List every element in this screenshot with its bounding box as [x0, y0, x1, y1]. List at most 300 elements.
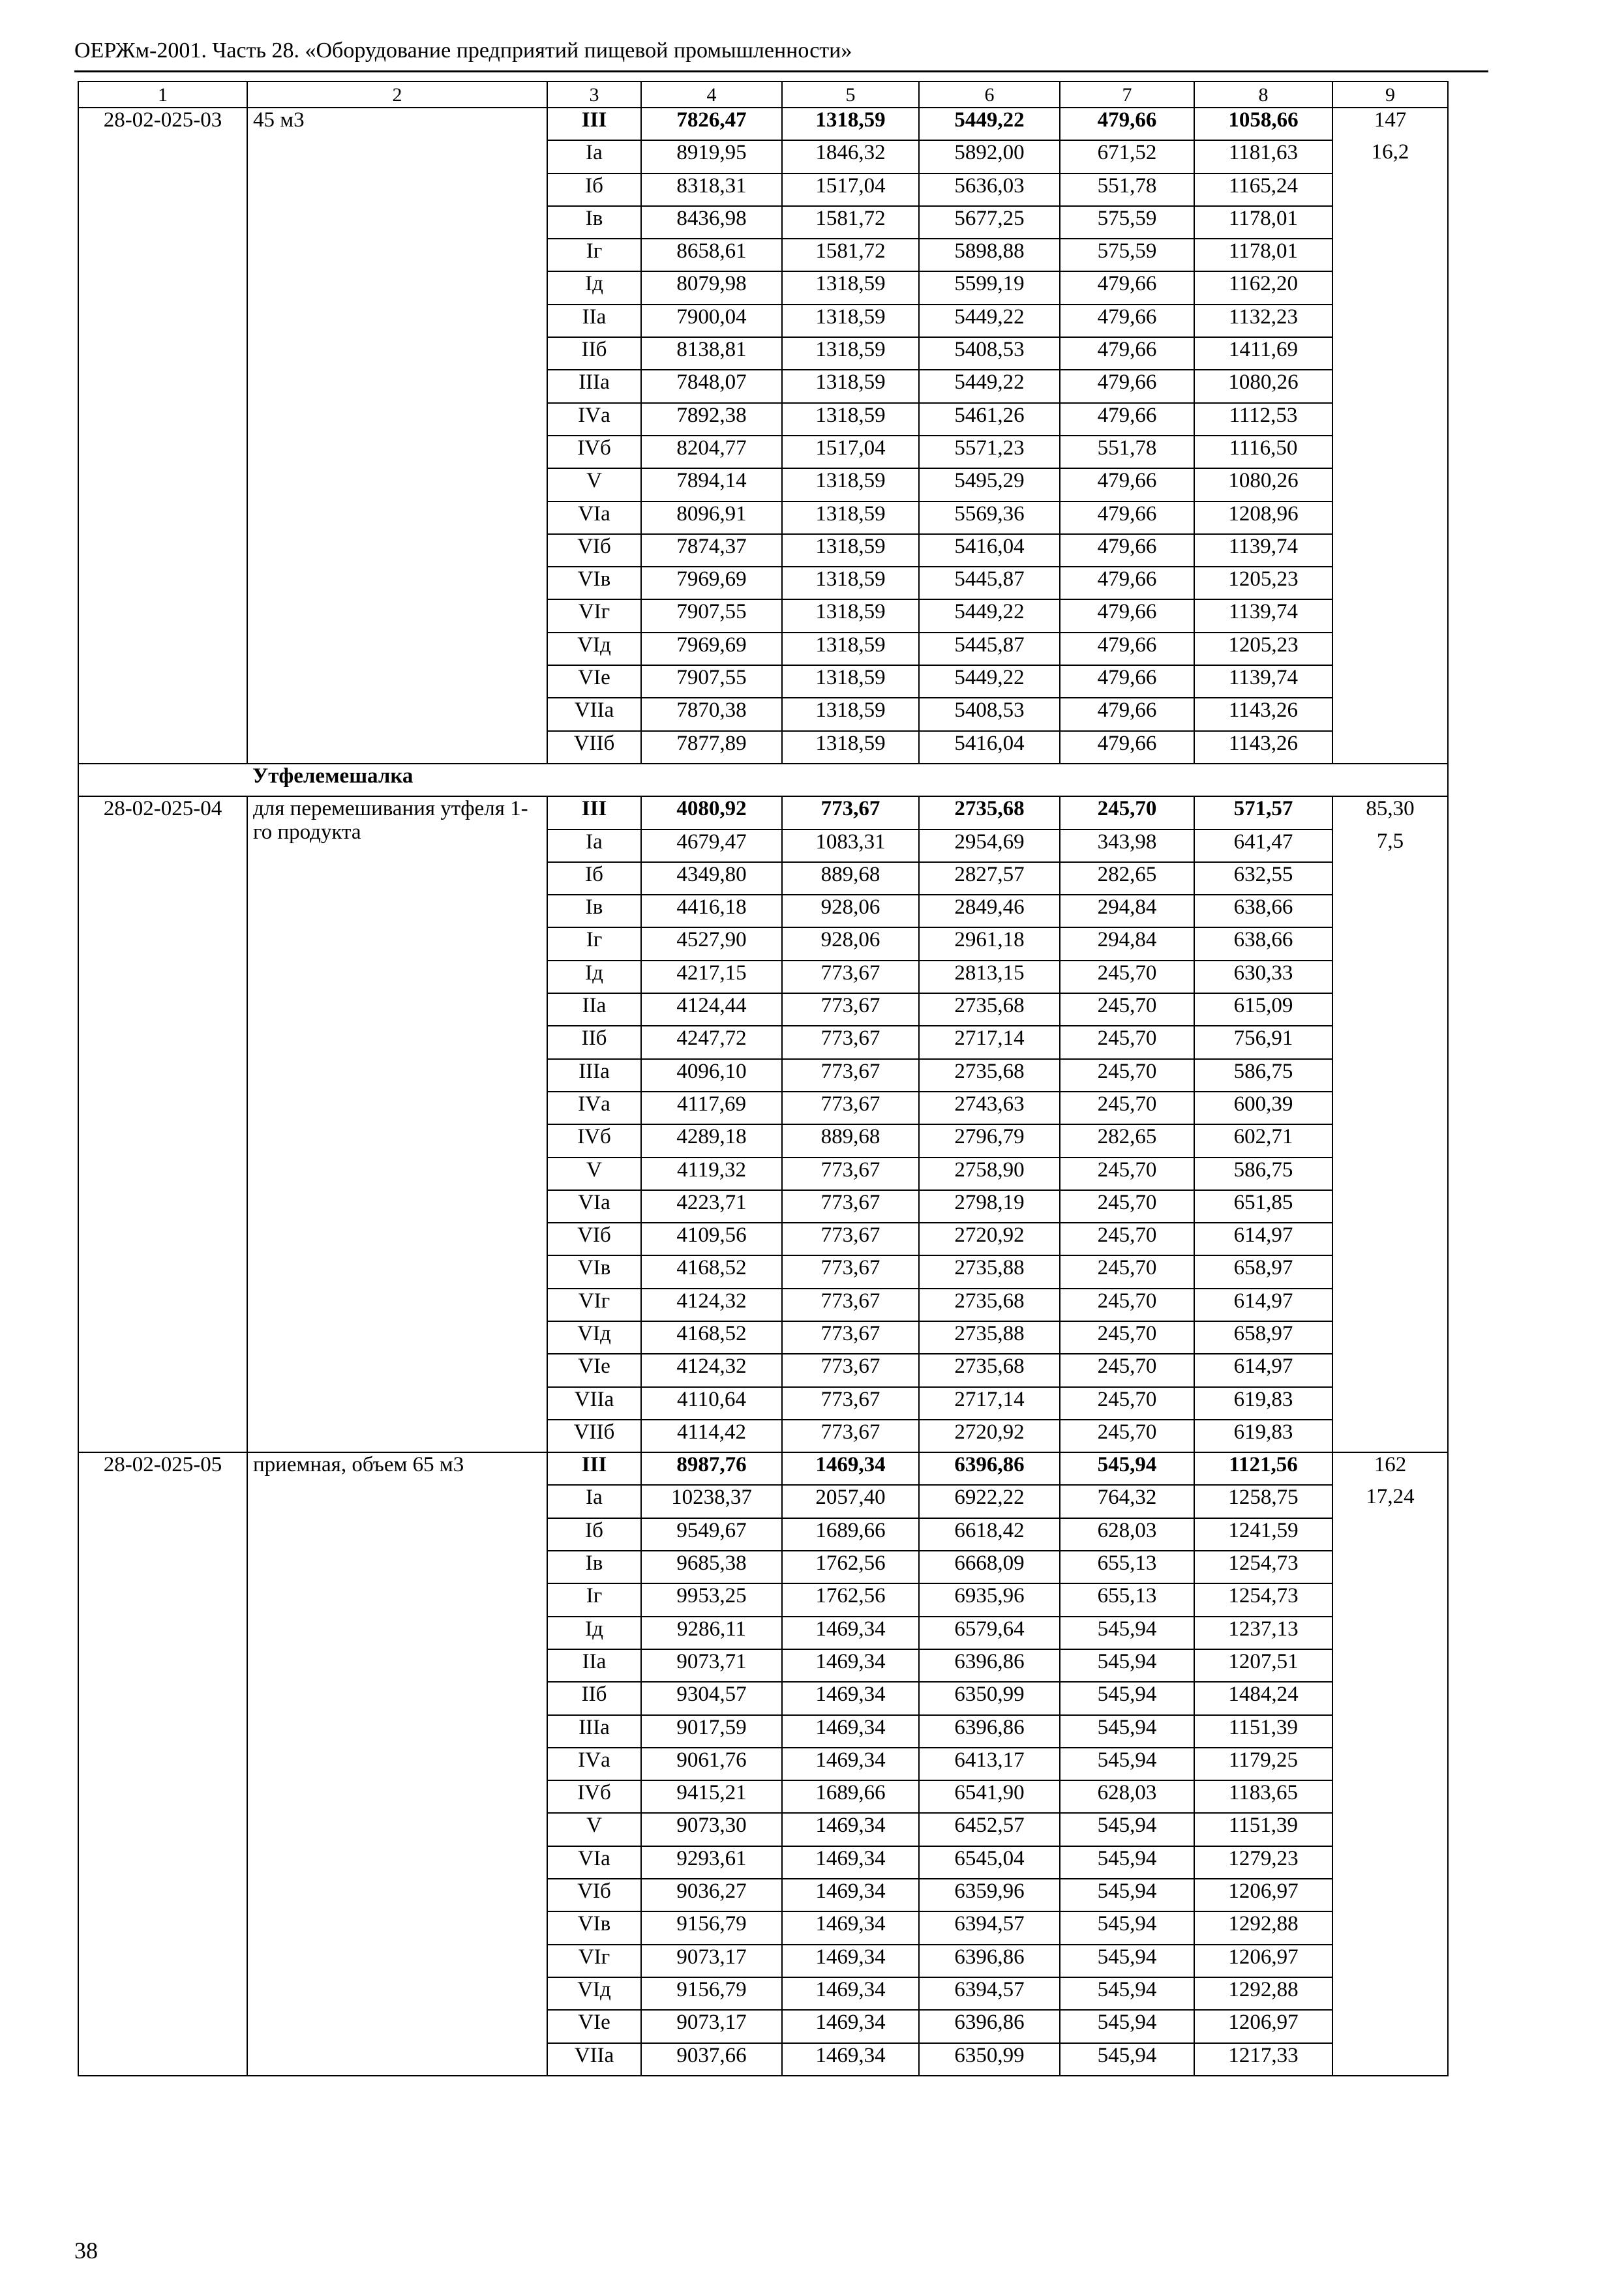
value-cell: 9017,59	[641, 1715, 782, 1748]
value-cell: 7969,69	[641, 567, 782, 599]
value-cell: 4124,44	[641, 993, 782, 1026]
rate-code-cell	[78, 961, 247, 993]
rate-code-cell	[78, 1387, 247, 1420]
zone-cell: VIб	[547, 1879, 641, 1911]
table-row	[78, 108, 1448, 140]
coefficient-cell	[1332, 239, 1448, 271]
value-cell: 9293,61	[641, 1846, 782, 1879]
value-cell: 889,68	[782, 862, 919, 895]
column-header: 6	[919, 82, 1060, 108]
value-cell: 6394,57	[919, 1977, 1060, 2010]
value-cell: 773,67	[782, 796, 919, 829]
coefficient-cell	[1332, 534, 1448, 567]
value-cell: 343,98	[1060, 830, 1194, 862]
value-cell: 1318,59	[782, 567, 919, 599]
description-cell	[247, 1583, 547, 1616]
value-cell: 1206,97	[1194, 2010, 1332, 2042]
rate-code-cell	[78, 1158, 247, 1190]
value-cell: 773,67	[782, 1387, 919, 1420]
value-cell: 1254,73	[1194, 1583, 1332, 1616]
column-header: 2	[247, 82, 547, 108]
zone-cell: VIе	[547, 1354, 641, 1386]
value-cell: 2735,68	[919, 1059, 1060, 1092]
value-cell: 1469,34	[782, 1879, 919, 1911]
coefficient-cell	[1332, 633, 1448, 665]
table-row	[78, 305, 1448, 337]
value-cell: 1217,33	[1194, 2043, 1332, 2076]
table-row	[78, 1551, 1448, 1583]
value-cell: 773,67	[782, 993, 919, 1026]
value-cell: 1165,24	[1194, 173, 1332, 206]
description-cell	[247, 698, 547, 730]
coefficient-cell	[1332, 2043, 1448, 2076]
zone-cell: IIIа	[547, 370, 641, 402]
value-cell: 545,94	[1060, 1911, 1194, 1944]
coefficient-cell	[1332, 1518, 1448, 1551]
rate-code-cell	[78, 1879, 247, 1911]
description-cell	[247, 403, 547, 436]
zone-cell: IIа	[547, 1649, 641, 1682]
rate-code-cell	[78, 633, 247, 665]
column-header: 9	[1332, 82, 1448, 108]
rate-code-cell	[78, 468, 247, 501]
description-cell	[247, 1617, 547, 1649]
description-cell	[247, 1354, 547, 1386]
description-cell	[247, 1813, 547, 1846]
table-row	[78, 370, 1448, 402]
value-cell: 2758,90	[919, 1158, 1060, 1190]
zone-cell: VIб	[547, 1223, 641, 1255]
value-cell: 9685,38	[641, 1551, 782, 1583]
value-cell: 6394,57	[919, 1911, 1060, 1944]
value-cell: 889,68	[782, 1124, 919, 1157]
value-cell: 9415,21	[641, 1780, 782, 1813]
value-cell: 1469,34	[782, 1813, 919, 1846]
value-cell: 7892,38	[641, 403, 782, 436]
description-cell	[247, 173, 547, 206]
value-cell: 545,94	[1060, 2010, 1194, 2042]
zone-cell: Iд	[547, 1617, 641, 1649]
table-row	[78, 796, 1448, 829]
value-cell: 4349,80	[641, 862, 782, 895]
header-divider	[74, 70, 1488, 72]
rate-code-cell	[78, 665, 247, 698]
value-cell: 1143,26	[1194, 698, 1332, 730]
value-cell: 479,66	[1060, 599, 1194, 632]
value-cell: 1318,59	[782, 305, 919, 337]
coefficient-cell: 7,5	[1332, 830, 1448, 862]
description-cell	[247, 206, 547, 239]
column-header: 7	[1060, 82, 1194, 108]
value-cell: 9286,11	[641, 1617, 782, 1649]
section-row	[78, 764, 1448, 796]
value-cell: 5571,23	[919, 436, 1060, 468]
value-cell: 7870,38	[641, 698, 782, 730]
value-cell: 1183,65	[1194, 1780, 1332, 1813]
value-cell: 6359,96	[919, 1879, 1060, 1911]
value-cell: 773,67	[782, 1026, 919, 1058]
zone-cell: V	[547, 1813, 641, 1846]
description-cell	[247, 1715, 547, 1748]
value-cell: 2735,88	[919, 1321, 1060, 1354]
table-row	[78, 337, 1448, 370]
zone-cell: Iб	[547, 173, 641, 206]
value-cell: 479,66	[1060, 403, 1194, 436]
value-cell: 479,66	[1060, 534, 1194, 567]
table-row	[78, 665, 1448, 698]
rate-code-cell	[78, 2010, 247, 2042]
value-cell: 1469,34	[782, 1977, 919, 2010]
value-cell: 551,78	[1060, 173, 1194, 206]
rate-code-cell	[78, 1977, 247, 2010]
value-cell: 5408,53	[919, 337, 1060, 370]
zone-cell: VIIб	[547, 731, 641, 764]
table-row	[78, 698, 1448, 730]
table-row	[78, 961, 1448, 993]
zone-cell: VIIа	[547, 1387, 641, 1420]
value-cell: 294,84	[1060, 895, 1194, 927]
value-cell: 2717,14	[919, 1387, 1060, 1420]
rate-code-cell	[78, 1945, 247, 1977]
table-row	[78, 206, 1448, 239]
value-cell: 1469,34	[782, 1715, 919, 1748]
value-cell: 655,13	[1060, 1583, 1194, 1616]
value-cell: 479,66	[1060, 305, 1194, 337]
value-cell: 1279,23	[1194, 1846, 1332, 1879]
value-cell: 651,85	[1194, 1190, 1332, 1223]
coefficient-cell	[1332, 1583, 1448, 1616]
value-cell: 6545,04	[919, 1846, 1060, 1879]
value-cell: 1318,59	[782, 633, 919, 665]
coefficient-cell	[1332, 1190, 1448, 1223]
value-cell: 8919,95	[641, 140, 782, 173]
value-cell: 245,70	[1060, 1092, 1194, 1124]
zone-cell: IIIа	[547, 1715, 641, 1748]
value-cell: 2735,68	[919, 796, 1060, 829]
description-cell	[247, 1911, 547, 1944]
table-row	[78, 239, 1448, 271]
table-row	[78, 1583, 1448, 1616]
value-cell: 615,09	[1194, 993, 1332, 1026]
value-cell: 1112,53	[1194, 403, 1332, 436]
value-cell: 2735,68	[919, 1354, 1060, 1386]
description-cell	[247, 2010, 547, 2042]
zone-cell: VIб	[547, 534, 641, 567]
rate-code-cell	[78, 206, 247, 239]
coefficient-cell	[1332, 1551, 1448, 1583]
zone-cell: VIе	[547, 2010, 641, 2042]
value-cell: 9073,71	[641, 1649, 782, 1682]
coefficient-cell	[1332, 271, 1448, 304]
description-cell: 45 м3	[247, 108, 547, 173]
description-cell	[247, 370, 547, 402]
value-cell: 5449,22	[919, 599, 1060, 632]
zone-cell: VIг	[547, 1945, 641, 1977]
value-cell: 4109,56	[641, 1223, 782, 1255]
value-cell: 245,70	[1060, 1289, 1194, 1321]
value-cell: 545,94	[1060, 1682, 1194, 1714]
value-cell: 245,70	[1060, 1223, 1194, 1255]
rate-code-cell	[78, 1682, 247, 1714]
table-row	[78, 1321, 1448, 1354]
value-cell: 4217,15	[641, 961, 782, 993]
coefficient-cell: 147	[1332, 108, 1448, 140]
value-cell: 5677,25	[919, 206, 1060, 239]
table-row	[78, 1780, 1448, 1813]
rate-code-cell	[78, 305, 247, 337]
description-cell	[247, 1255, 547, 1288]
rate-code-cell	[78, 862, 247, 895]
value-cell: 1581,72	[782, 239, 919, 271]
description-cell	[247, 1059, 547, 1092]
description-cell	[247, 633, 547, 665]
value-cell: 614,97	[1194, 1354, 1332, 1386]
coefficient-cell	[1332, 1649, 1448, 1682]
rate-code-cell	[78, 1223, 247, 1255]
value-cell: 1517,04	[782, 436, 919, 468]
table-row	[78, 1059, 1448, 1092]
coefficient-cell	[1332, 1059, 1448, 1092]
value-cell: 756,91	[1194, 1026, 1332, 1058]
value-cell: 4289,18	[641, 1124, 782, 1157]
value-cell: 245,70	[1060, 1059, 1194, 1092]
value-cell: 4110,64	[641, 1387, 782, 1420]
table-row	[78, 403, 1448, 436]
section-title: Утфелемешалка	[247, 764, 1448, 796]
column-header: 1	[78, 82, 247, 108]
value-cell: 1258,75	[1194, 1485, 1332, 1518]
description-cell	[247, 1092, 547, 1124]
page-header-title: ОЕРЖм-2001. Часть 28. «Оборудование предприятий пищевой промышленности»	[74, 38, 852, 63]
value-cell: 9304,57	[641, 1682, 782, 1714]
rate-code-cell	[78, 1485, 247, 1518]
value-cell: 245,70	[1060, 1321, 1194, 1354]
description-cell	[247, 1518, 547, 1551]
zone-cell: IVа	[547, 403, 641, 436]
rate-code-cell	[78, 1518, 247, 1551]
value-cell: 1411,69	[1194, 337, 1332, 370]
coefficient-cell	[1332, 337, 1448, 370]
zone-cell: VIа	[547, 501, 641, 534]
coefficient-cell	[1332, 698, 1448, 730]
zone-cell: VIв	[547, 567, 641, 599]
description-cell	[247, 599, 547, 632]
value-cell: 6350,99	[919, 2043, 1060, 2076]
value-cell: 6668,09	[919, 1551, 1060, 1583]
value-cell: 628,03	[1060, 1518, 1194, 1551]
table-row	[78, 173, 1448, 206]
coefficient-cell: 85,30	[1332, 796, 1448, 829]
rate-code-cell	[78, 1813, 247, 1846]
value-cell: 2827,57	[919, 862, 1060, 895]
value-cell: 1318,59	[782, 698, 919, 730]
value-cell: 5449,22	[919, 370, 1060, 402]
value-cell: 1151,39	[1194, 1715, 1332, 1748]
coefficient-cell	[1332, 993, 1448, 1026]
value-cell: 1762,56	[782, 1583, 919, 1616]
value-cell: 1318,59	[782, 271, 919, 304]
value-cell: 773,67	[782, 961, 919, 993]
rate-code-cell	[78, 337, 247, 370]
coefficient-cell	[1332, 927, 1448, 960]
value-cell: 7877,89	[641, 731, 782, 764]
description-cell	[247, 1223, 547, 1255]
value-cell: 7969,69	[641, 633, 782, 665]
value-cell: 282,65	[1060, 1124, 1194, 1157]
coefficient-cell	[1332, 731, 1448, 764]
value-cell: 6579,64	[919, 1617, 1060, 1649]
zone-cell: VIIа	[547, 698, 641, 730]
value-cell: 1318,59	[782, 337, 919, 370]
value-cell: 8138,81	[641, 337, 782, 370]
coefficient-cell	[1332, 961, 1448, 993]
value-cell: 6922,22	[919, 1485, 1060, 1518]
value-cell: 628,03	[1060, 1780, 1194, 1813]
value-cell: 928,06	[782, 895, 919, 927]
value-cell: 245,70	[1060, 1354, 1194, 1386]
value-cell: 6396,86	[919, 1715, 1060, 1748]
value-cell: 2720,92	[919, 1223, 1060, 1255]
zone-cell: VIа	[547, 1190, 641, 1223]
table-row	[78, 567, 1448, 599]
table-row	[78, 1945, 1448, 1977]
value-cell: 638,66	[1194, 895, 1332, 927]
rate-code-cell	[78, 698, 247, 730]
value-cell: 632,55	[1194, 862, 1332, 895]
coefficient-cell	[1332, 567, 1448, 599]
rate-code-cell	[78, 403, 247, 436]
zone-cell: VIг	[547, 1289, 641, 1321]
description-cell	[247, 1321, 547, 1354]
value-cell: 1181,63	[1194, 140, 1332, 173]
value-cell: 545,94	[1060, 1846, 1194, 1879]
rate-code-cell	[78, 370, 247, 402]
value-cell: 282,65	[1060, 862, 1194, 895]
value-cell: 8987,76	[641, 1452, 782, 1485]
value-cell: 4096,10	[641, 1059, 782, 1092]
coefficient-cell: 16,2	[1332, 140, 1448, 173]
value-cell: 9073,30	[641, 1813, 782, 1846]
table-row	[78, 1911, 1448, 1944]
value-cell: 479,66	[1060, 567, 1194, 599]
rate-code-cell	[78, 271, 247, 304]
value-cell: 545,94	[1060, 1649, 1194, 1682]
value-cell: 4247,72	[641, 1026, 782, 1058]
value-cell: 1318,59	[782, 501, 919, 534]
value-cell: 245,70	[1060, 1158, 1194, 1190]
value-cell: 245,70	[1060, 1420, 1194, 1452]
coefficient-cell: 162	[1332, 1452, 1448, 1485]
description-cell	[247, 1977, 547, 2010]
description-cell	[247, 993, 547, 1026]
value-cell: 5495,29	[919, 468, 1060, 501]
table-row	[78, 1026, 1448, 1058]
value-cell: 2796,79	[919, 1124, 1060, 1157]
table-row	[78, 1420, 1448, 1452]
value-cell: 545,94	[1060, 1748, 1194, 1780]
column-header: 4	[641, 82, 782, 108]
value-cell: 1469,34	[782, 1748, 919, 1780]
table-row	[78, 2010, 1448, 2042]
value-cell: 2849,46	[919, 895, 1060, 927]
zone-cell: Iг	[547, 1583, 641, 1616]
rate-code-cell	[78, 1026, 247, 1058]
table-row	[78, 993, 1448, 1026]
zone-cell: IVа	[547, 1748, 641, 1780]
value-cell: 2735,68	[919, 1289, 1060, 1321]
value-cell: 1058,66	[1194, 108, 1332, 140]
value-cell: 9156,79	[641, 1977, 782, 2010]
table-row	[78, 1813, 1448, 1846]
value-cell: 479,66	[1060, 633, 1194, 665]
value-cell: 5416,04	[919, 731, 1060, 764]
table-row	[78, 1158, 1448, 1190]
rate-code-cell	[78, 1289, 247, 1321]
value-cell: 1469,34	[782, 2043, 919, 2076]
value-cell: 1162,20	[1194, 271, 1332, 304]
rate-code-cell	[78, 1059, 247, 1092]
description-cell	[247, 501, 547, 534]
value-cell: 7907,55	[641, 599, 782, 632]
table-row	[78, 436, 1448, 468]
value-cell: 1121,56	[1194, 1452, 1332, 1485]
value-cell: 1484,24	[1194, 1682, 1332, 1714]
value-cell: 5461,26	[919, 403, 1060, 436]
value-cell: 245,70	[1060, 961, 1194, 993]
value-cell: 1080,26	[1194, 370, 1332, 402]
description-cell	[247, 337, 547, 370]
rate-code-cell	[78, 1255, 247, 1288]
value-cell: 10238,37	[641, 1485, 782, 1518]
table-row	[78, 731, 1448, 764]
coefficient-cell	[1332, 1715, 1448, 1748]
value-cell: 479,66	[1060, 271, 1194, 304]
value-cell: 6396,86	[919, 1945, 1060, 1977]
value-cell: 479,66	[1060, 108, 1194, 140]
value-cell: 614,97	[1194, 1223, 1332, 1255]
zone-cell: IIб	[547, 337, 641, 370]
value-cell: 2954,69	[919, 830, 1060, 862]
table-row	[78, 599, 1448, 632]
coefficient-cell	[1332, 1977, 1448, 2010]
description-cell	[247, 2043, 547, 2076]
description-cell	[247, 1879, 547, 1911]
rate-code-cell	[78, 1190, 247, 1223]
coefficient-cell	[1332, 403, 1448, 436]
rate-code-cell	[78, 1092, 247, 1124]
value-cell: 671,52	[1060, 140, 1194, 173]
value-cell: 575,59	[1060, 239, 1194, 271]
zone-cell: IVа	[547, 1092, 641, 1124]
description-cell	[247, 665, 547, 698]
zone-cell: VIв	[547, 1255, 641, 1288]
zone-cell: III	[547, 108, 641, 140]
value-cell: 1689,66	[782, 1780, 919, 1813]
value-cell: 8658,61	[641, 239, 782, 271]
rate-code-cell	[78, 1649, 247, 1682]
table-row	[78, 1682, 1448, 1714]
zone-cell: VIг	[547, 599, 641, 632]
value-cell: 773,67	[782, 1190, 919, 1223]
value-cell: 1205,23	[1194, 567, 1332, 599]
rate-code-cell	[78, 1321, 247, 1354]
zone-cell: IIа	[547, 305, 641, 337]
description-cell: для перемешивания утфеля 1-го продукта	[247, 796, 547, 862]
value-cell: 1318,59	[782, 599, 919, 632]
zone-cell: Iа	[547, 830, 641, 862]
table-row	[78, 1977, 1448, 2010]
coefficient-cell: 17,24	[1332, 1485, 1448, 1518]
